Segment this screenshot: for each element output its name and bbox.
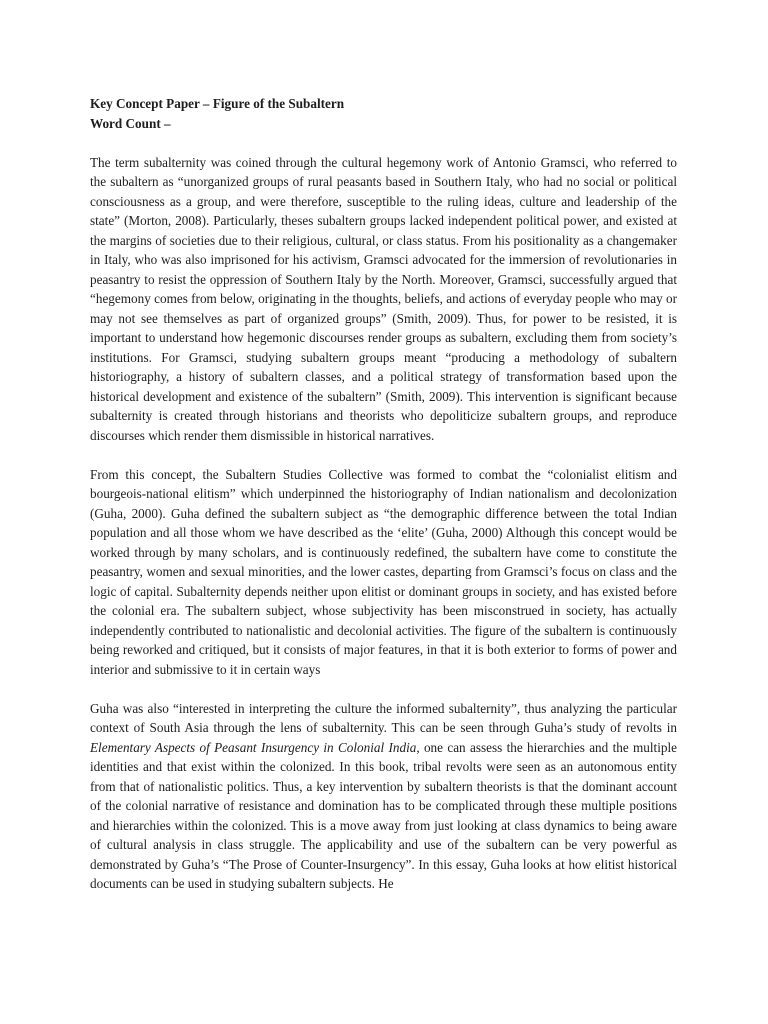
document-body [90, 94, 677, 894]
document-title: Key Concept Paper – Figure of the Subaltern [90, 96, 345, 111]
paragraph-2: From this concept, the Subaltern Studies Collective was formed to combat the “colonialist elitism and bourgeois-national elitism” which underpinned the historiography of Indian nationalism and decolonization (Guha, 2000). Guha defined the subaltern subject as “the demographic difference between the total Indian population and all those whom we have described as the ‘elite’ (Guha, 2000) Although this concept would be worked through by many scholars, and is continuously redefined, the subaltern have come to constitute the peasantry, women and sexual minorities, and the lower castes, departing from Gramsci’s focus on class and the logic of capital. Subalternity depends neither upon elitist or dominant groups in society, and has existed before the colonial era. The subaltern subject, whose subjectivity has been misconstrued in society, has actually independently contributed to nationalistic and decolonial activities. The figure of the subaltern is continuously being reworked and critiqued, but it consists of major features, in that it is both exterior to forms of power and interior and submissive to it in certain ways [90, 466, 677, 677]
paragraph-1: The term subalternity was coined through the cultural hegemony work of Antonio Gramsci, who referred to the subaltern as “unorganized groups of rural peasants based in Southern Italy, who had no social or political consciousness as a group, and were therefore, susceptible to the ruling ideas, culture and leadership of the state” (Morton, 2008). Particularly, theses subaltern groups lacked independent political power, and existed at the margins of societies due to their religious, cultural, or class status. From his positionality as a changemaker in Italy, who was also imprisoned for his activism, Gramsci advocated for the immersion of revolutionaries in peasantry to resist the oppression of Southern Italy by the North. Moreover, Gramsci, successfully argued that “hegemony comes from below, originating in the thoughts, beliefs, and actions of everyday people who may or may not see themselves as part of organized groups” (Smith, 2009). Thus, for power to be resisted, it is important to understand how hegemonic discourses render groups as subaltern, excluding them from society’s institutions. For Gramsci, studying subaltern groups meant “producing a methodology of subaltern historiography, a history of subaltern classes, and a political strategy of transformation based upon the historical development and existence of the subaltern” (Smith, 2009). This intervention is significant because subalternity is created through historians and theorists who depoliticize subaltern groups, and reproduce discourses which render them dismissible in historical narratives. [90, 154, 677, 443]
paragraph-spacer [90, 133, 677, 153]
paragraph-3 [90, 699, 677, 894]
book-title-italic: Elementary Aspects of Peasant Insurgency in Colonial India [90, 739, 417, 755]
word-count-label: Word Count – [90, 115, 171, 131]
paragraph-spacer [90, 679, 677, 699]
paragraph-3-text-before-italic: Guha was also “interested in interpreting the culture the informed subalternity”, thus analyzing the particular context of South Asia through the lens of subalternity. This can be seen through Guha’s study of revolts in [90, 700, 677, 735]
paragraph-3-text-after-italic: , one can assess the hierarchies and the multiple identities and that exist within the colonized. In this book, tribal revolts were seen as an autonomous entity from that of nationalistic politics. Thus, a key intervention by subaltern theorists is that the dominant account of the colonial narrative of resistance and domination has to be complicated through these multiple positions and hierarchies within the colonized. This is a move away from just looking at class dynamics to being aware of cultural analysis in class struggle. The applicability and use of the subaltern can be very powerful as demonstrated by Guha’s “The Prose of Counter-Insurgency”. In this essay, Guha looks at how elitist historical documents can be used in studying subaltern subjects. He [90, 739, 677, 891]
paragraph-spacer [90, 445, 677, 465]
